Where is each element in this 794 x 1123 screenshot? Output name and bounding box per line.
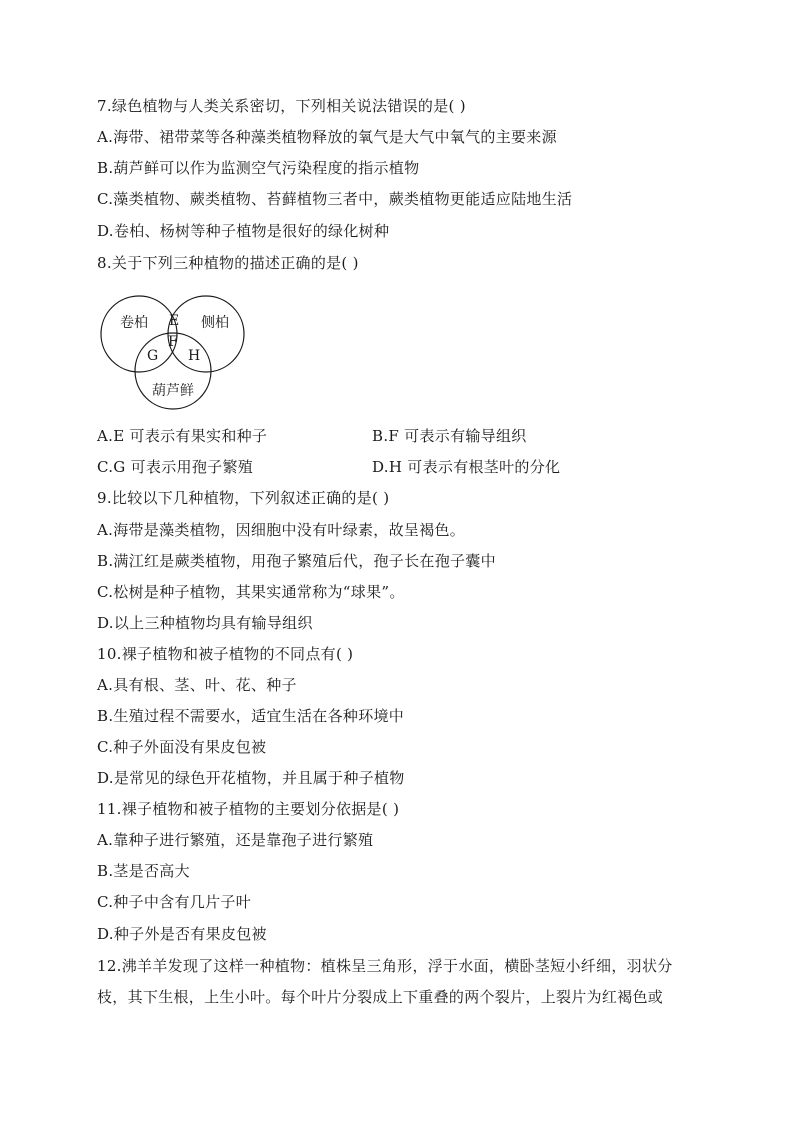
q9-option-d: D.以上三种植物均具有输导组织 (97, 614, 313, 632)
venn-diagram (97, 292, 257, 414)
q11-option-b: B.茎是否高大 (97, 862, 190, 880)
q9-option-b: B.满江红是蕨类植物，用孢子繁殖后代，孢子长在孢子囊中 (97, 552, 496, 570)
q11-stem: 11.裸子植物和被子植物的主要划分依据是( ) (97, 800, 400, 818)
q10-option-c: C.种子外面没有果皮包被 (97, 738, 267, 756)
venn-region-g: G (147, 348, 159, 364)
q12-line-1: 12.沸羊羊发现了这样一种植物：植株呈三角形，浮于水面，横卧茎短小纤细，羽状分 (97, 957, 673, 975)
q10-option-a: A.具有根、茎、叶、花、种子 (97, 676, 297, 694)
q9-option-a: A.海带是藻类植物，因细胞中没有叶绿素，故呈褐色。 (97, 521, 466, 539)
q8-option-d: D.H 可表示有根茎叶的分化 (372, 458, 561, 476)
q8-option-c: C.G 可表示用孢子繁殖 (97, 458, 254, 476)
q12-line-2: 枝，其下生根，上生小叶。每个叶片分裂成上下重叠的两个裂片，上裂片为红褐色或 (97, 988, 664, 1006)
venn-label-bottom: 葫芦鲜 (152, 383, 194, 399)
q8-stem: 8.关于下列三种植物的描述正确的是( ) (97, 254, 359, 272)
q7-option-c: C.藻类植物、蕨类植物、苔藓植物三者中，蕨类植物更能适应陆地生活 (97, 190, 573, 208)
q7-option-a: A.海带、裙带菜等各种藻类植物释放的氧气是大气中氧气的主要来源 (97, 128, 557, 146)
venn-region-h: H (188, 348, 201, 364)
q10-option-b: B.生殖过程不需要水，适宜生活在各种环境中 (97, 707, 405, 725)
q10-option-d: D.是常见的绿色开花植物，并且属于种子植物 (97, 769, 405, 787)
venn-label-left: 卷柏 (120, 315, 148, 331)
q7-option-d: D.卷柏、杨树等种子植物是很好的绿化树种 (97, 222, 390, 240)
q8-option-b: B.F 可表示有输导组织 (372, 427, 527, 445)
q10-stem: 10.裸子植物和被子植物的不同点有( ) (97, 645, 354, 663)
q9-stem: 9.比较以下几种植物，下列叙述正确的是( ) (97, 489, 390, 507)
q11-option-d: D.种子外是否有果皮包被 (97, 925, 267, 943)
q7-option-b: B.葫芦鲜可以作为监测空气污染程度的指示植物 (97, 159, 420, 177)
venn-label-right: 侧柏 (201, 315, 229, 331)
q11-option-a: A.靠种子进行繁殖，还是靠孢子进行繁殖 (97, 831, 374, 849)
venn-region-e: E (169, 313, 180, 329)
venn-region-f: F (168, 334, 178, 350)
q11-option-c: C.种子中含有几片子叶 (97, 893, 252, 911)
q7-stem: 7.绿色植物与人类关系密切，下列相关说法错误的是( ) (97, 97, 466, 115)
q9-option-c: C.松树是种子植物，其果实通常称为“球果”。 (97, 583, 405, 601)
q8-option-a: A.E 可表示有果实和种子 (97, 427, 268, 445)
